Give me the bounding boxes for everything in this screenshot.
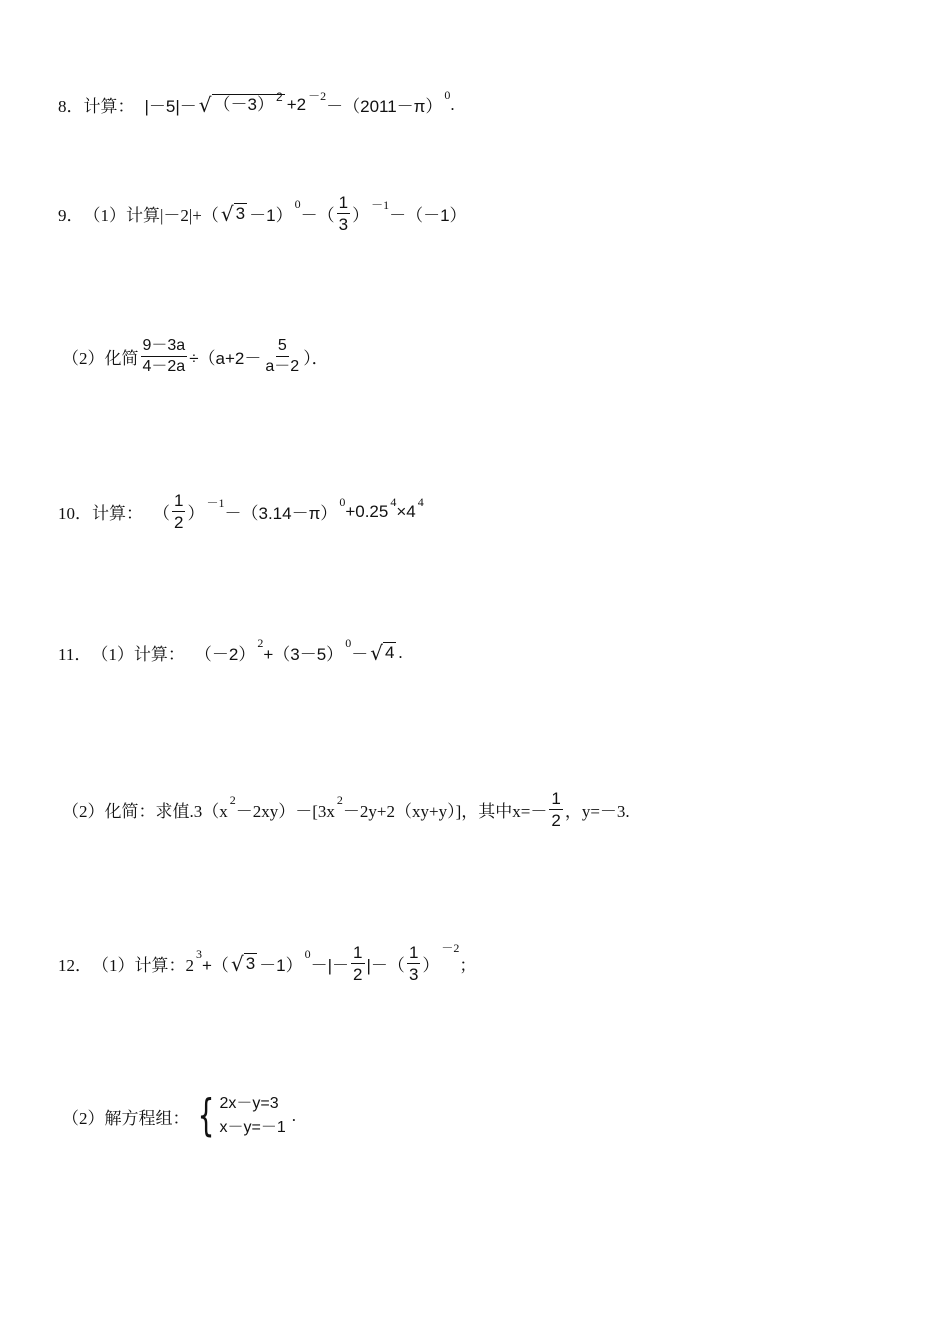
paren: （ bbox=[153, 504, 170, 523]
exponent: －2 bbox=[308, 89, 327, 103]
exponent: 3 bbox=[196, 947, 202, 961]
fraction bbox=[407, 944, 420, 983]
denominator: 3 bbox=[408, 965, 419, 984]
term: ）． bbox=[303, 349, 329, 368]
term: ÷（a+2－ bbox=[189, 349, 262, 368]
zero-power-term: －（2011－π） bbox=[326, 97, 443, 116]
question-number: 10． bbox=[58, 504, 92, 523]
sqrt-expression: √ 3 bbox=[220, 201, 246, 226]
exponent: 2 bbox=[257, 636, 264, 650]
exponent: －1 bbox=[371, 198, 390, 212]
term: ×4 bbox=[396, 501, 416, 521]
exponent: 4 bbox=[390, 495, 397, 509]
numerator: 1 bbox=[408, 943, 419, 962]
numerator: 1 bbox=[174, 491, 184, 510]
numerator: 1 bbox=[353, 943, 363, 962]
denominator: 3 bbox=[338, 215, 349, 234]
equation-1: 2x－y=3 bbox=[219, 1095, 279, 1112]
equation-2: x－y=－1 bbox=[219, 1119, 286, 1136]
question-11-part-2 bbox=[62, 790, 630, 829]
exponent: 2 bbox=[276, 90, 283, 105]
sqrt-inner: 3 bbox=[245, 954, 256, 974]
fraction bbox=[337, 194, 350, 233]
term: （－2） bbox=[194, 645, 256, 664]
numerator: 9－3a bbox=[141, 338, 188, 357]
denominator: 2 bbox=[551, 811, 561, 830]
question-number: 11． bbox=[58, 645, 92, 664]
part-text: （2）化简：求值.3（x bbox=[62, 802, 228, 821]
exponent: 0 bbox=[444, 88, 451, 102]
fraction bbox=[351, 944, 364, 983]
period: . bbox=[398, 642, 403, 662]
term: －（ bbox=[300, 206, 335, 225]
term: －1） bbox=[259, 956, 303, 975]
part-text: ，y=－3. bbox=[564, 802, 630, 821]
fraction bbox=[263, 338, 301, 375]
exponent: －1 bbox=[206, 496, 225, 510]
brace: { bbox=[197, 1090, 214, 1141]
sqrt-expression: √ 4 bbox=[370, 640, 395, 665]
fraction bbox=[141, 338, 188, 375]
sqrt-inner: 3 bbox=[235, 204, 246, 224]
period: . bbox=[291, 1106, 296, 1125]
term: －1） bbox=[249, 206, 293, 225]
denominator: 4－2a bbox=[142, 358, 186, 375]
question-10 bbox=[58, 492, 424, 531]
question-number: 8． bbox=[58, 97, 84, 116]
fraction bbox=[549, 790, 562, 829]
question-12-part-1 bbox=[58, 941, 477, 984]
period: . bbox=[450, 94, 455, 114]
exponent: 0 bbox=[294, 197, 301, 211]
numerator: 5 bbox=[276, 338, 289, 357]
denominator: 2 bbox=[174, 513, 184, 532]
question-12-part-2 bbox=[62, 1092, 296, 1140]
numerator: 1 bbox=[338, 193, 349, 212]
abs-term: |－5|－ bbox=[144, 97, 197, 116]
term: －（－1） bbox=[389, 206, 467, 225]
term: +0.25 bbox=[345, 501, 389, 521]
sqrt-expression: √ 3 bbox=[230, 951, 256, 976]
exponent: 0 bbox=[339, 495, 346, 509]
part-label: （1）计算： bbox=[91, 645, 185, 664]
part-label: （2）化简 bbox=[62, 349, 139, 368]
equation-system bbox=[192, 1092, 286, 1140]
power-term: +2 bbox=[286, 94, 307, 114]
term: －（3.14－π） bbox=[224, 504, 338, 523]
question-11-part-1 bbox=[58, 636, 403, 665]
numerator: 1 bbox=[551, 789, 561, 808]
exponent: 2 bbox=[336, 793, 343, 807]
question-number: 12． bbox=[58, 956, 92, 975]
term: |－（ bbox=[366, 956, 405, 975]
paren: ） bbox=[187, 504, 205, 523]
sqrt-inner: （－3） bbox=[213, 95, 275, 115]
exponent: －2 bbox=[441, 941, 460, 955]
part-label: （1）计算|－2|+（ bbox=[83, 206, 219, 225]
term: ） bbox=[422, 956, 440, 975]
question-8 bbox=[58, 88, 455, 117]
denominator: a－2 bbox=[265, 358, 300, 375]
exponent: 0 bbox=[304, 947, 311, 961]
sqrt-expression: √ （－3） $^2$ bbox=[198, 90, 283, 117]
denominator: 2 bbox=[353, 965, 363, 984]
question-label: 计算： bbox=[83, 97, 135, 116]
exponent: 2 bbox=[229, 793, 236, 807]
part-label: （1）计算：2 bbox=[92, 956, 194, 975]
exponent: 4 bbox=[417, 495, 424, 509]
part-text: －2xy）－[3x bbox=[235, 802, 335, 821]
exponent: 0 bbox=[345, 636, 352, 650]
part-label: （2）解方程组： bbox=[62, 1108, 190, 1128]
term: ） bbox=[352, 206, 370, 225]
question-label: 计算： bbox=[92, 504, 143, 523]
term: +（3－5） bbox=[263, 645, 344, 664]
part-text: －2y+2（xy+y）]，其中x=－ bbox=[342, 802, 548, 821]
question-number: 9． bbox=[58, 206, 84, 225]
semicolon: ； bbox=[459, 956, 477, 975]
question-9-part-2 bbox=[62, 338, 329, 375]
term: － bbox=[351, 645, 369, 664]
term: －|－ bbox=[310, 956, 350, 975]
question-9-part-1 bbox=[58, 194, 467, 233]
sqrt-inner: 4 bbox=[384, 643, 395, 663]
fraction bbox=[172, 492, 185, 531]
term: +（ bbox=[202, 956, 229, 975]
